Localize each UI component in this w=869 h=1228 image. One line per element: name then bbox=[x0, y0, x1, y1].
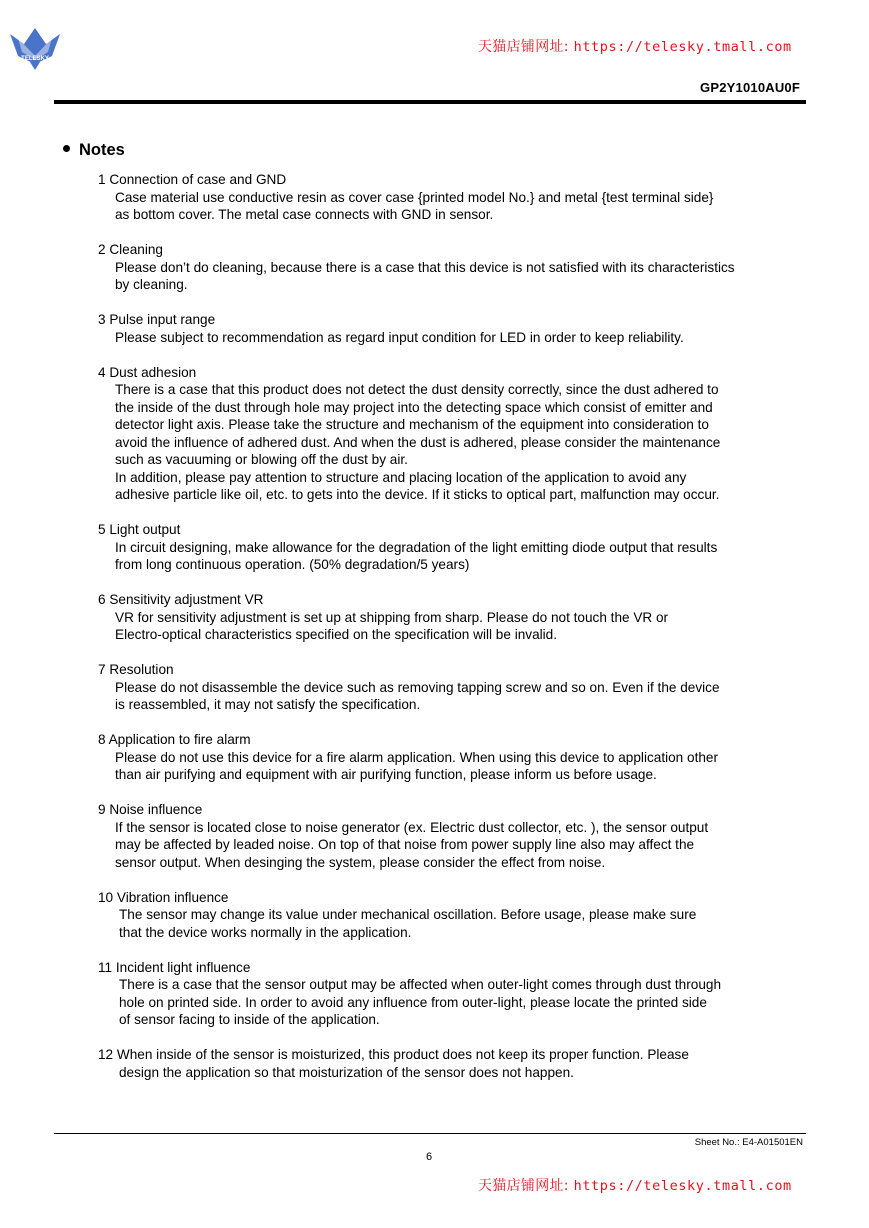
bullet-icon bbox=[63, 145, 70, 152]
note-body bbox=[98, 381, 798, 504]
note-line: from long continuous operation. (50% degradation/5 years) bbox=[115, 557, 470, 572]
section-title: Notes bbox=[79, 141, 125, 159]
note-line: There is a case that this product does not detect the dust density correctly, since the dust adhered to bbox=[115, 382, 719, 397]
note-line: detector light axis. Please take the structure and mechanism of the equipment into consideration to bbox=[115, 417, 709, 432]
note-body bbox=[98, 976, 798, 1029]
note-title: 12 When inside of the sensor is moisturized, this product does not keep its proper function. Please bbox=[98, 1047, 689, 1062]
note-line: In addition, please pay attention to structure and placing location of the application to avoid any bbox=[115, 469, 687, 485]
note-line: adhesive particle like oil, etc. to gets into the device. If it sticks to optical part, malfunction may occur. bbox=[115, 487, 720, 502]
note-line: such as vacuuming or blowing off the dust by air. bbox=[115, 452, 408, 467]
note-title: 3 Pulse input range bbox=[98, 312, 216, 327]
note-title: 2 Cleaning bbox=[98, 242, 163, 257]
note-body bbox=[98, 329, 798, 347]
note-item bbox=[98, 591, 798, 644]
header-rule bbox=[54, 100, 806, 104]
note-title: 4 Dust adhesion bbox=[98, 364, 197, 380]
watermark-top bbox=[478, 36, 792, 56]
note-line: Case material use conductive resin as cover case {printed model No.} and metal {test terminal side} bbox=[115, 189, 714, 205]
note-line: In circuit designing, make allowance for the degradation of the light emitting diode output that results bbox=[115, 539, 718, 555]
note-body bbox=[98, 539, 798, 574]
watermark-bottom bbox=[478, 1175, 792, 1195]
note-item bbox=[98, 801, 798, 871]
note-line: Electro-optical characteristics specified on the specification will be invalid. bbox=[115, 627, 558, 642]
footer-rule bbox=[54, 1133, 806, 1134]
watermark-label: 天猫店铺网址: bbox=[478, 1178, 569, 1194]
note-line: than air purifying and equipment with air purifying function, please inform us before usage. bbox=[115, 767, 657, 782]
note-line: sensor output. When desinging the system, please consider the effect from noise. bbox=[115, 854, 606, 870]
telesky-logo bbox=[8, 26, 62, 70]
note-line: by cleaning. bbox=[115, 277, 188, 292]
note-line: may be affected by leaded noise. On top of that noise from power supply line also may affect the bbox=[115, 837, 695, 852]
note-body bbox=[98, 1064, 798, 1082]
note-title: 1 Connection of case and GND bbox=[98, 172, 287, 187]
section-heading bbox=[63, 141, 125, 160]
note-item bbox=[98, 241, 798, 294]
note-body bbox=[98, 679, 798, 714]
note-line: of sensor facing to inside of the application. bbox=[119, 1012, 380, 1027]
note-title: 11 Incident light influence bbox=[98, 959, 251, 975]
note-line: avoid the influence of adhered dust. And when the dust is adhered, please consider the maintenance bbox=[115, 434, 721, 450]
note-item bbox=[98, 1046, 798, 1081]
note-line: Please don’t do cleaning, because there is a case that this device is not satisfied with its characteristics bbox=[115, 259, 735, 275]
note-line: VR for sensitivity adjustment is set up at shipping from sharp. Please do not touch the VR or bbox=[115, 609, 669, 625]
note-item bbox=[98, 521, 798, 574]
note-title: 8 Application to fire alarm bbox=[98, 732, 251, 747]
note-body bbox=[98, 259, 798, 294]
note-line: hole on printed side. In order to avoid any influence from outer-light, please locate the printed side bbox=[119, 994, 707, 1010]
note-item bbox=[98, 959, 798, 1029]
sheet-number: Sheet No.: E4-A01501EN bbox=[694, 1137, 803, 1148]
note-body bbox=[98, 609, 798, 644]
note-item bbox=[98, 731, 798, 784]
note-line: that the device works normally in the application. bbox=[119, 924, 412, 940]
note-title: 6 Sensitivity adjustment VR bbox=[98, 592, 264, 607]
note-line: There is a case that the sensor output may be affected when outer-light comes through dust through bbox=[119, 977, 722, 992]
note-item bbox=[98, 661, 798, 714]
note-line: Please subject to recommendation as regard input condition for LED in order to keep reliability. bbox=[115, 329, 684, 345]
note-body bbox=[98, 906, 798, 941]
note-item bbox=[98, 364, 798, 504]
note-line: as bottom cover. The metal case connects with GND in sensor. bbox=[115, 207, 494, 222]
note-body bbox=[98, 189, 798, 224]
note-line: The sensor may change its value under mechanical oscillation. Before usage, please make sure bbox=[119, 907, 697, 922]
note-body bbox=[98, 819, 798, 872]
note-item bbox=[98, 889, 798, 942]
watermark-url[interactable]: https://telesky.tmall.com bbox=[573, 1178, 792, 1194]
note-line: design the application so that moisturization of the sensor does not happen. bbox=[119, 1064, 574, 1080]
notes-list bbox=[98, 171, 798, 1099]
note-line: Please do not disassemble the device such as removing tapping screw and so on. Even if the device bbox=[115, 679, 720, 695]
note-title: 7 Resolution bbox=[98, 662, 174, 677]
note-line: the inside of the dust through hole may project into the detecting space which consist of emitter and bbox=[115, 399, 713, 415]
watermark-label: 天猫店铺网址: bbox=[478, 39, 569, 55]
watermark-url[interactable]: https://telesky.tmall.com bbox=[573, 39, 792, 55]
note-line: Please do not use this device for a fire alarm application. When using this device to application other bbox=[115, 749, 718, 765]
note-title: 10 Vibration influence bbox=[98, 889, 229, 905]
model-number: GP2Y1010AU0F bbox=[700, 80, 800, 95]
note-line: is reassembled, it may not satisfy the specification. bbox=[115, 697, 421, 712]
note-item bbox=[98, 171, 798, 224]
note-line: If the sensor is located close to noise generator (ex. Electric dust collector, etc. ), the sensor output bbox=[115, 819, 709, 835]
note-title: 9 Noise influence bbox=[98, 802, 203, 817]
note-body bbox=[98, 749, 798, 784]
logo-text: TELESKY bbox=[21, 56, 49, 62]
note-title: 5 Light output bbox=[98, 522, 181, 537]
page-number: 6 bbox=[426, 1151, 433, 1163]
note-item bbox=[98, 311, 798, 346]
